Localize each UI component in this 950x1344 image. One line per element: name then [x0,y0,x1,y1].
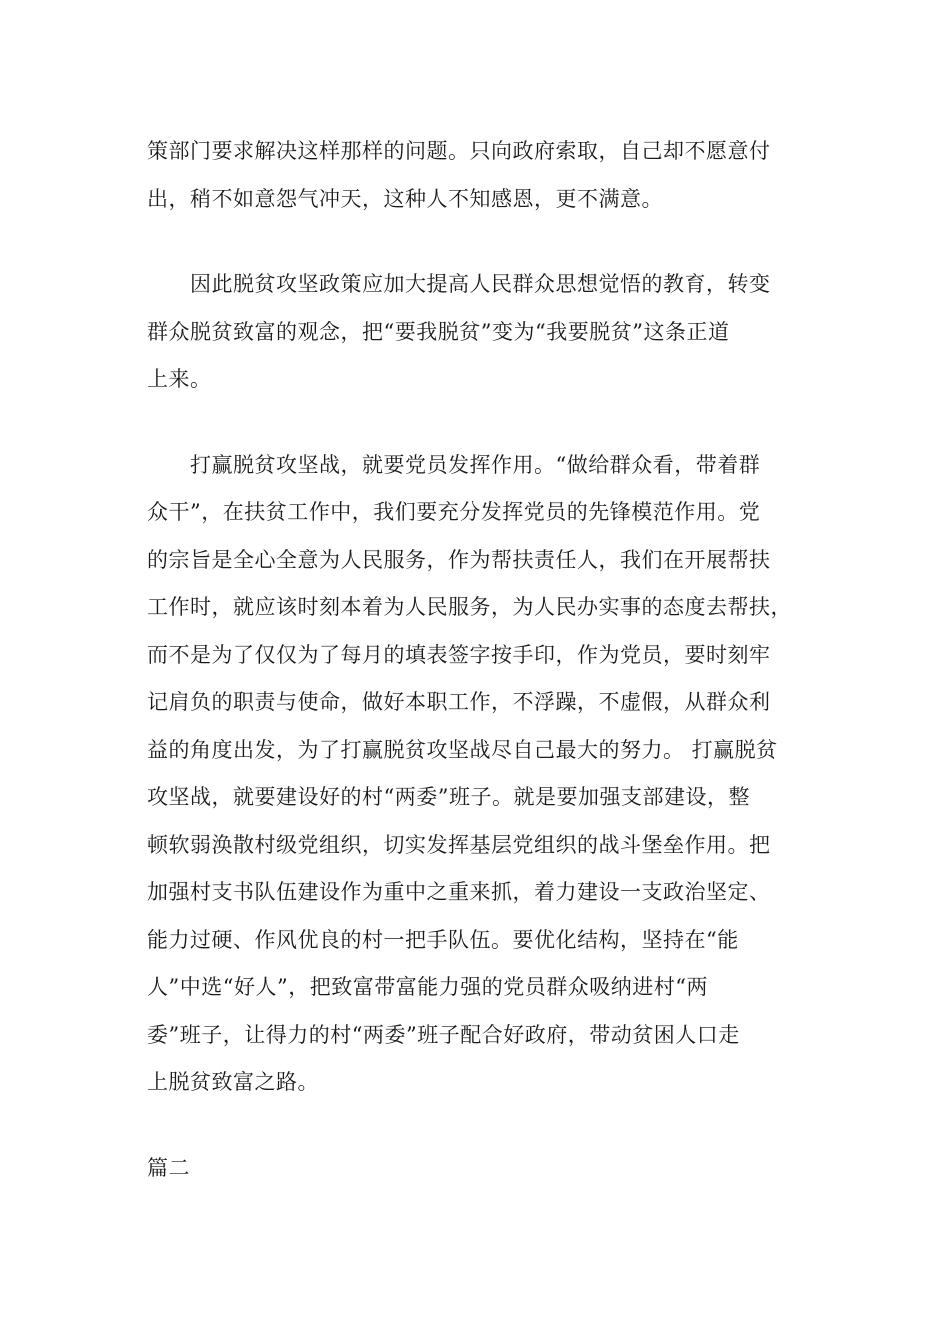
text-line: 的宗旨是全心全意为人民服务，作为帮扶责任人，我们在开展帮扶 [147,547,771,572]
section-heading: 篇二 [147,1155,190,1180]
text-line: 益的角度出发，为了打赢脱贫攻坚战尽自己最大的努力。 打赢脱贫 [147,737,778,762]
text-line: 上脱贫致富之路。 [147,1070,319,1094]
document-body [147,128,812,1192]
paragraph-2 [147,261,812,404]
text-line: 策部门要求解决这样那样的问题。只向政府索取，自己却不愿意付 [147,139,771,163]
text-line: 工作时，就应该时刻本着为人民服务，为人民办实事的态度去帮扶， [147,595,792,619]
text-line: 人”中选“好人”，把致富带富能力强的党员群众吸纳进村“两 [147,975,708,999]
text-line: 委”班子，让得力的村“两委”班子配合好政府，带动贫困人口走 [147,1022,740,1047]
text-line: 群众脱贫致富的观念，把“要我脱贫”变为“我要脱贫”这条正道 [147,319,730,344]
paragraph-1 [147,128,812,223]
text-line: 攻坚战，就要建设好的村“两委”班子。就是要加强支部建设，整 [147,785,750,809]
text-line: 众干”，在扶贫工作中，我们要充分发挥党员的先锋模范作用。党 [147,500,761,524]
text-line: 打赢脱贫攻坚战，就要党员发挥作用。“做给群众看，带着群 [147,452,761,477]
text-line: 顿软弱涣散村级党组织，切实发挥基层党组织的战斗堡垒作用。把 [147,832,771,857]
text-line: 出，稍不如意怨气冲天，这种人不知感恩，更不满意。 [147,186,663,211]
text-line: 因此脱贫攻坚政策应加大提高人民群众思想觉悟的教育，转变 [147,272,771,296]
text-line: 记肩负的职责与使命，做好本职工作，不浮躁，不虚假，从群众利 [147,690,771,714]
text-line: 能力过硬、作风优良的村一把手队伍。要优化结构，坚持在“能 [147,927,739,952]
text-line: 而不是为了仅仅为了每月的填表签字按手印，作为党员，要时刻牢 [147,642,771,667]
text-line: 加强村支书队伍建设作为重中之重来抓，着力建设一支政治坚定、 [147,880,771,904]
text-line: 上来。 [147,367,212,391]
paragraph-3 [147,442,812,1107]
